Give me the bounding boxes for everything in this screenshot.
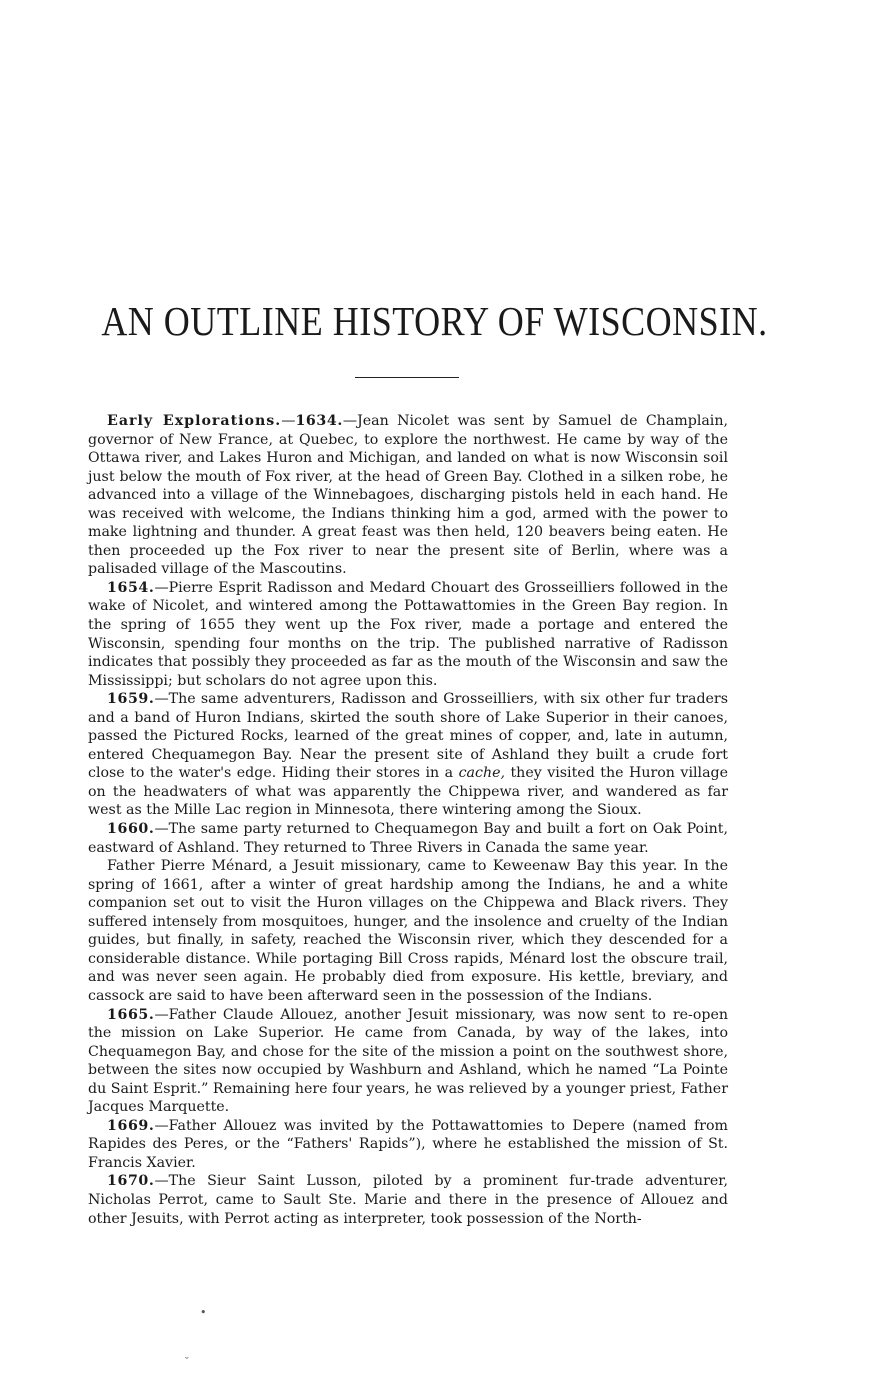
- paragraph-text: Father Pierre Ménard, a Jesuit missionary, came to Keweenaw Bay this year. In the spring of 1661, after a winter of great hardship among the Indians, he and a white companion set out to visit the Huron villages on the Chippewa and Black rivers. They suffered intensely from mosquitoes, hunger, and the insolence and cruelty of the Indian guides, but finally, in safety, reached the Wisconsin river, which they descended for a considerable distance. While portaging Bill Cross rapids, Ménard lost the obscure trail, and was never seen again. He probably died from exposure. His kettle, breviary, and cassock are said to have been afterward seen in the possession of the Indians.: [88, 858, 728, 1004]
- paragraph-text: Father Allouez was invited by the Pottawattomies to Depere (named from Rapides des Peres, or the “Fathers' Rapids”), where he established the mission of St. Francis Xavier.: [88, 1117, 728, 1171]
- paragraph-1659: 1659.—The same adventurers, Radisson and Grosseilliers, with six other fur traders and a band of Huron Indians, skirted the south shore of Lake Superior in their canoes, passed the Pictured Rocks, learned of the great mines of copper, and, late in autumn, entered Chequamegon Bay. Near the present site of Ashland they built a crude fort close to the water's edge. Hiding their stores in a cache, they visited the Huron village on the headwaters of what was apparently the Chippewa river, and wandered as far west as the Mille Lac region in Minnesota, there wintering among the Sioux.: [88, 691, 728, 819]
- paragraph-1669: 1669.—Father Allouez was invited by the Pottawattomies to Depere (named from Rapides des Peres, or the “Fathers' Rapids”), where he established the mission of St. Francis Xavier.: [88, 1117, 728, 1171]
- italic-term: cache,: [458, 765, 505, 782]
- title-divider: [355, 377, 459, 378]
- year-label: 1670.: [107, 1173, 155, 1190]
- year-label: 1654.: [107, 579, 155, 596]
- paragraph-text: The same adventurers, Radisson and Grosseilliers, with six other fur traders and a band of Huron Indians, skirted the south shore of Lake Superior in their canoes, passed the Pictured Rocks, learned of the great mines of copper, and, late in autumn, entered Chequamegon Bay. Near the present site of Ashland they built a crude fort close to the water's edge. Hiding their stores in a: [88, 691, 728, 782]
- paragraph-text: Father Claude Allouez, another Jesuit missionary, was now sent to re-open the mission on Lake Superior. He came from Canada, by way of the lakes, into Chequamegon Bay, and chose for the site of the mission a point on the southwest shore, between the sites now occupied by Washburn and Ashland, which he named “La Pointe du Saint Esprit.” Remaining here four years, he was relieved by a younger priest, Father Jacques Marquette.: [88, 1006, 728, 1116]
- year-label: 1665.: [107, 1006, 155, 1023]
- year-label: 1660.: [107, 821, 155, 838]
- paragraph-text: The same party returned to Chequamegon Bay and built a fort on Oak Point, eastward of Ashland. They returned to Three Rivers in Canada the same year.: [88, 821, 728, 856]
- print-speck: •: [200, 1306, 207, 1319]
- year-label: 1659.: [107, 691, 155, 708]
- paragraph-1665: 1665.—Father Claude Allouez, another Jesuit missionary, was now sent to re-open the mission on Lake Superior. He came from Canada, by way of the lakes, into Chequamegon Bay, and chose for the site of the mission a point on the southwest shore, between the sites now occupied by Washburn and Ashland, which he named “La Pointe du Saint Esprit.” Remaining here four years, he was relieved by a younger priest, Father Jacques Marquette.: [88, 1006, 728, 1116]
- paragraph-text: Jean Nicolet was sent by Samuel de Champlain, governor of New France, at Quebec, to explore the northwest. He came by way of the Ottawa river, and Lakes Huron and Michigan, and landed on what is now Wisconsin soil just below the mouth of Fox river, at the head of Green Bay. Clothed in a silken robe, he advanced into a village of the Winnebagoes, discharging pistols held in each hand. He was received with welcome, the Indians thinking him a god, armed with the power to make lightning and thunder. A great feast was then held, 120 beavers being eaten. He then proceeded up the Fox river to near the present site of Berlin, where was a palisaded village of the Mascoutins.: [88, 413, 728, 578]
- section-lead: Early Explorations.: [107, 413, 282, 429]
- page-title: AN OUTLINE HISTORY OF WISCONSIN.: [101, 298, 768, 345]
- paragraph-1670: 1670.—The Sieur Saint Lusson, piloted by a prominent fur-trade adventurer, Nicholas Perrot, came to Sault Ste. Marie and there in the presence of Allouez and other Jesuits, with Perrot acting as interpreter, took possession of the North-: [88, 1173, 728, 1227]
- paragraph-text: they visited the Huron village on the headwaters of what was apparently the Chippewa river, and wandered as far west as the Mille Lac region in Minnesota, there wintering among the Sioux.: [88, 765, 728, 819]
- paragraph-text: Pierre Esprit Radisson and Medard Chouart des Grosseilliers followed in the wake of Nicolet, and wintered among the Pottawattomies in the Green Bay region. In the spring of 1655 they went up the Fox river, made a portage and entered the Wisconsin, spending four months on the trip. The published narrative of Radisson indicates that possibly they proceeded as far as the mouth of the Wisconsin and saw the Mississippi; but scholars do not agree upon this.: [88, 579, 728, 689]
- paragraph-1654: 1654.—Pierre Esprit Radisson and Medard Chouart des Grosseilliers followed in the wake of Nicolet, and wintered among the Pottawattomies in the Green Bay region. In the spring of 1655 they went up the Fox river, made a portage and entered the Wisconsin, spending four months on the trip. The published narrative of Radisson indicates that possibly they proceeded as far as the mouth of the Wisconsin and saw the Mississippi; but scholars do not agree upon this.: [88, 579, 728, 689]
- document-body: [88, 412, 728, 1228]
- paragraph-menard: [88, 857, 728, 1005]
- year-label: 1634.: [295, 413, 343, 429]
- year-label: 1669.: [107, 1117, 155, 1134]
- paragraph-text: The Sieur Saint Lusson, piloted by a prominent fur-trade adventurer, Nicholas Perrot, came to Sault Ste. Marie and there in the presence of Allouez and other Jesuits, with Perrot acting as interpreter, took possession of the North-: [88, 1173, 728, 1227]
- paragraph-1660: 1660.—The same party returned to Chequamegon Bay and built a fort on Oak Point, eastward of Ashland. They returned to Three Rivers in Canada the same year.: [88, 821, 728, 856]
- paragraph-early-explorations: Early Explorations.—1634.—Jean Nicolet was sent by Samuel de Champlain, governor of New France, at Quebec, to explore the northwest. He came by way of the Ottawa river, and Lakes Huron and Michigan, and landed on what is now Wisconsin soil just below the mouth of Fox river, at the head of Green Bay. Clothed in a silken robe, he advanced into a village of the Winnebagoes, discharging pistols held in each hand. He was received with welcome, the Indians thinking him a god, armed with the power to make lightning and thunder. A great feast was then held, 120 beavers being eaten. He then proceeded up the Fox river to near the present site of Berlin, where was a palisaded village of the Mascoutins.: [88, 413, 728, 578]
- print-speck: ˘: [184, 1356, 190, 1369]
